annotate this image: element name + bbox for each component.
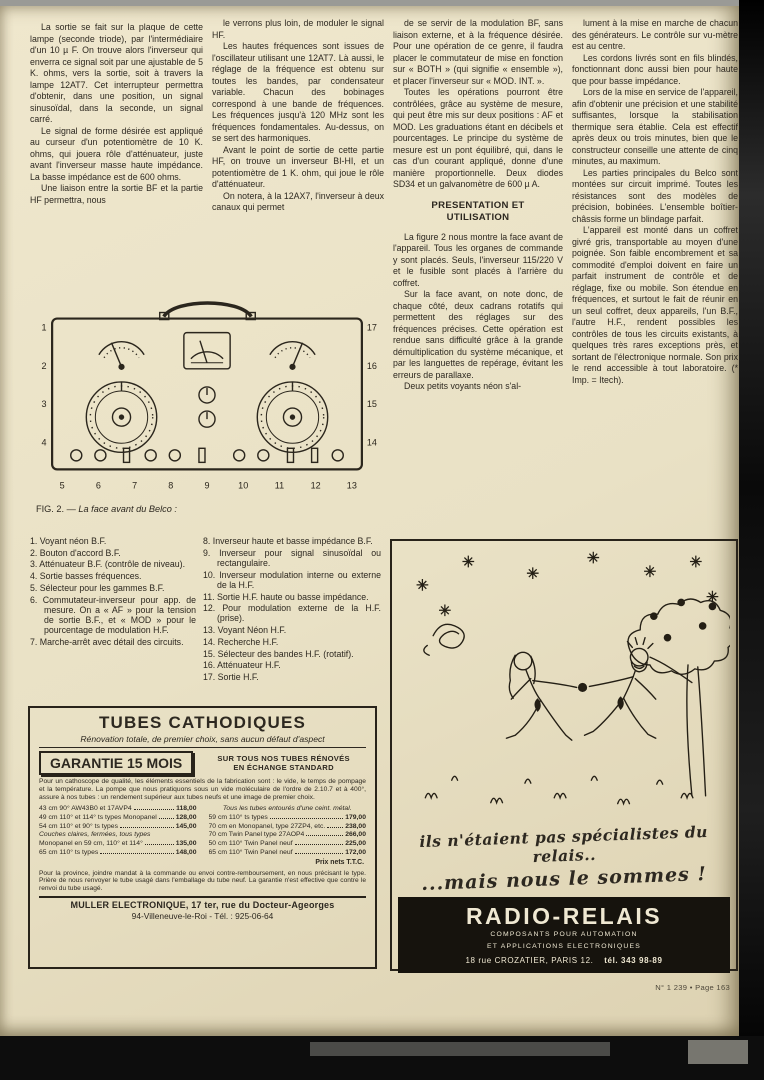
price-value: 135,00 <box>175 840 197 848</box>
price-label: 70 cm Twin Panel type 27AOP4 <box>208 831 305 839</box>
tubes-ad-body: Pour un cathoscope de qualité, les éléments essentiels de la fabrication sont : le vide, le temps de pompage et la température. La pompe que nous pratiquons sous un vide moléculaire de l'ordre de 2.10.7 et à 400°, assure à nos tubes : un rendement supérieur aux tubes neufs et une image de premier choix. <box>39 778 366 801</box>
price-row <box>39 823 197 832</box>
article-paragraph: Avant le point de sortie de cette partie HF, on trouve un inverseur BI-HI, et un potentiomètre de 1 K. ohm, qui joue le rôle d'atténuateur. <box>212 144 384 189</box>
article-column-4 <box>572 18 738 386</box>
guarantee-side-line2: EN ÉCHANGE STANDARD <box>233 763 334 772</box>
legend-item: 15. Sélecteur des bandes H.F. (rotatif). <box>203 648 354 659</box>
scan-artifact <box>310 1042 610 1056</box>
figure-legend-right <box>203 536 381 684</box>
dotted-leader <box>100 853 173 854</box>
dotted-leader <box>120 827 174 828</box>
star-icon <box>417 579 429 591</box>
article-paragraph: Les hautes fréquences sont issues de l'oscillateur utilisant une 12AT7. Là aussi, le réglage de la fréquence est obtenu sur toutes les bandes, par condensateur variable. Chacun des bobinages correspond à une bande de fréquences. Les fréquences jusqu'à 120 MHz sont les fréquences fondamentales. Au-dessus, on se sert des harmoniques. <box>212 41 384 143</box>
tubes-cathodiques-ad <box>28 706 377 969</box>
legend-item: 7. Marche-arrêt avec détail des circuits. <box>30 636 184 647</box>
grass <box>425 776 693 803</box>
price-label: 65 cm 110° Twin Panel neuf <box>208 848 293 856</box>
price-label: 59 cm 110° ts types <box>208 813 268 821</box>
callout-number: 3 <box>41 399 47 410</box>
article-paragraph: Toutes les opérations pourront être contrôlées, grâce au système de mesure, qui peut être mis sur deux positions : AF et MOD. Les graduations étant en décibels et pourcentages. Le principe du système de mesure est un pont équilibré, qui, dans le cas d'un courant appliqué, donne d'une manière proportionnelle. Deux diodes SD34 et un galvanomètre de 600 µ A. <box>393 87 563 189</box>
price-value: 238,00 <box>345 822 366 830</box>
price-column-left <box>39 805 197 868</box>
price-row <box>209 840 367 849</box>
article-paragraph: La figure 2 nous montre la face avant de l'appareil. Tous les organes de commande y sont placés. Seuls, l'inverseur 115/220 V et le fusible sont placés à l'arrière du coffret. <box>393 231 563 288</box>
figure-legend-left <box>30 536 196 649</box>
article-column-1 <box>30 22 203 206</box>
price-row <box>209 831 367 840</box>
dotted-leader <box>306 835 343 836</box>
tree-trunk <box>687 665 692 796</box>
callout-number: 11 <box>274 480 285 491</box>
price-row <box>209 823 367 832</box>
article-paragraph: Une liaison entre la sortie BF et la partie HF permettra, nous <box>30 183 203 205</box>
article-paragraph: Les cordons livrés sont en fils blindés, fonctionnant donc aussi bien pour haute que pour basse impédance. <box>572 52 738 86</box>
price-row <box>209 849 367 858</box>
figure-caption-text: La face avant du Belco : <box>78 504 177 514</box>
callout-number: 4 <box>41 437 47 448</box>
callout-number: 9 <box>204 480 210 491</box>
star-icon <box>439 604 451 616</box>
article-column-2 <box>212 18 384 214</box>
price-label: 65 cm 110° ts types <box>39 848 99 856</box>
article-paragraph: On notera, à la 12AX7, l'inverseur à deux canaux qui permet <box>212 190 384 212</box>
callout-number: 17 <box>366 322 377 333</box>
tubes-ad-address: 94-Villeneuve-le-Roi - Tél. : 925-06-64 <box>131 911 274 922</box>
tubes-ad-company: MULLER ELECTRONIQUE, 17 ter, rue du Docteur-Ageorges <box>70 900 335 911</box>
ad-script-line-1: ils n'étaient pas spécialistes du relais.. <box>419 821 709 867</box>
article-paragraph: de se servir de la modulation BF, sans liaison externe, et à la fréquence désirée. Pour une opération de ce genre, il faudra placer le commutateur de mise en fonction sur « BOTH » (qui signifie « ensemble »), et placer l'inverseur sur « MOD. INT. ». <box>393 18 563 86</box>
tubes-ad-note: Pour la province, joindre mandat à la commande ou envoi contre-remboursement, en nous précisant le type. Prière de nous renvoyer le tube usagé dans l'emballage du tube neuf. La garantie n'est effective que contre le renvoi du tube usagé. <box>39 869 366 893</box>
callout-number: 15 <box>366 399 377 410</box>
dotted-leader <box>295 853 344 854</box>
price-label: 43 cm 90° AW43B0 et 17AVP4 <box>39 805 132 812</box>
guarantee-side-line1: SUR TOUS NOS TUBES RÉNOVÉS <box>217 754 350 763</box>
price-value: 145,00 <box>175 822 197 830</box>
belco-front-panel-figure <box>32 290 382 504</box>
figure-caption-label: FIG. 2. — <box>36 504 76 514</box>
callout-number: 8 <box>168 480 174 491</box>
price-row <box>209 814 367 823</box>
adam-figure <box>585 638 656 739</box>
divider <box>39 747 366 748</box>
article-paragraph: lument à la mise en marche de chacun des générateurs. Le contrôle sur vu-mètre est au centre. <box>572 18 738 51</box>
price-table <box>39 805 366 868</box>
legend-item: 14. Recherche H.F. <box>203 636 279 647</box>
article-paragraph: le verrons plus loin, de moduler le signal HF. <box>212 18 384 40</box>
legend-item: 2. Bouton d'accord B.F. <box>30 547 121 558</box>
radio-relais-address <box>402 956 726 965</box>
article-paragraph: La sortie se fait sur la plaque de cette lampe (seconde triode), par l'intermédiaire d'un 10 µ F. On trouve alors l'inverseur qui enverra ce signal soit par une ajustable de 5 K. ohms, vers la sortie, soit à travers la lampe 12AT7. Cet interrupteur permettra d'obtenir, dans une position, un signal sinusoïdal, dans la seconde, un signal carré. <box>30 22 203 124</box>
belco-device-drawing <box>32 290 382 504</box>
legend-item: 5. Sélecteur pour les gammes B.F. <box>30 582 165 593</box>
star-icon <box>587 552 599 564</box>
article-paragraph: Le signal de forme désirée est appliqué au curseur d'un potentiomètre de 10 K. ohms, qui jouera rôle d'atténuateur, juste avant l'inverseur masse haute impédance. La basse impédance est de 600 ohms. <box>30 125 203 182</box>
article-paragraph: L'appareil est monté dans un coffret givré gris, transportable au moyen d'une poignée. Son faible encombrement et sa commodité d'emploi doivent en faire un parfait instrument de contrôle et de réglage, fixe ou mobile. Son étendue en fréquences, et surtout le fait de réunir en un seul coffret, deux appareils, l'un B.F., l'autre H.F., rendent possibles les contrôles de tous les circuits existants, à quelques très rares exceptions près, et sortant de l'électronique normale. Son prix le rend accessible à tout laboratoire. (* Imp. = Itech). <box>572 225 738 385</box>
guarantee-badge: GARANTIE 15 MOIS <box>39 751 193 775</box>
callout-number: 2 <box>41 360 47 371</box>
price-label: Monopanel en 59 cm, 110° et 114° <box>39 840 143 848</box>
radio-relais-ad <box>390 539 738 971</box>
radio-relais-phone: tél. 343 98-89 <box>604 956 663 965</box>
price-column-header: Tous les tubes entourés d'une ceint. métal. <box>222 805 352 812</box>
prices-net-note: Prix nets T.T.C. <box>315 858 364 866</box>
paper-sheet <box>0 6 739 1036</box>
handle <box>164 303 252 317</box>
tubes-ad-subtitle: Rénovation totale, de premier choix, sans aucun défaut d'aspect <box>80 734 325 744</box>
legend-item: 3. Atténuateur B.F. (contrôle de niveau). <box>30 559 186 570</box>
article-paragraph: Sur la face avant, on note donc, de chaque côté, deux cadrans rotatifs qui permettent des réglages sur des fréquences précises. Cette opération est rendue sans difficulté grâce à la grande démultiplication du système mécanique, et par les languettes de repérage, évitant les erreurs de parallaxe. <box>393 289 563 380</box>
star-icon <box>462 556 474 568</box>
guarantee-side-text <box>201 754 366 772</box>
price-row <box>39 849 197 858</box>
apple <box>579 684 587 692</box>
price-subheader: Couches claires, fermées, tous types <box>39 831 151 839</box>
dotted-leader <box>327 827 343 828</box>
eve-figure <box>506 652 576 740</box>
dotted-leader <box>159 818 174 819</box>
legend-item: 10. Inverseur modulation interne ou externe de la H.F. <box>203 569 381 590</box>
callout-number: 1 <box>41 322 47 333</box>
legend-item: 12. Pour modulation externe de la H.F. (prise). <box>203 603 381 624</box>
price-label: 54 cm 110° et 90° ts types <box>39 822 118 830</box>
legend-item: 13. Voyant Néon H.F. <box>203 625 287 636</box>
callout-number: 16 <box>366 360 377 371</box>
dotted-leader <box>270 818 343 819</box>
price-row <box>39 840 197 849</box>
dotted-leader <box>295 844 344 845</box>
radio-relais-brand-box <box>398 897 730 973</box>
radio-relais-tagline-1: COMPOSANTS POUR AUTOMATION <box>490 931 638 938</box>
star-icon <box>644 565 656 577</box>
price-label: 50 cm 110° Twin Panel neuf <box>208 840 293 848</box>
legend-item: 6. Commutateur-inverseur pour app. de mesure. On a « AF » pour la tension de sortie B.F., et « MOD » pour le pourcentage de modulation H.F. <box>30 594 196 636</box>
legend-item: 17. Sortie H.F. <box>203 671 259 682</box>
legend-item: 1. Voyant néon B.F. <box>30 536 107 546</box>
callout-number: 14 <box>366 437 377 448</box>
price-label: 70 cm en Monopanel, type 27ZP4, etc. <box>208 822 326 830</box>
divider <box>39 896 366 898</box>
tree-foliage <box>628 599 730 674</box>
price-row <box>39 814 197 823</box>
price-value: 266,00 <box>345 831 366 839</box>
article-paragraph: Les parties principales du Belco sont montées sur circuit imprimé. Toutes les résistances sont des modèles de précision, bobinées. L'ensemble boîtier-châssis forme un blindage parfait. <box>572 167 738 224</box>
callout-number: 13 <box>346 480 357 491</box>
callout-number: 5 <box>59 480 65 491</box>
article-paragraph: Deux petits voyants néon s'al- <box>404 381 522 391</box>
price-value: 179,00 <box>345 813 366 821</box>
star-icon <box>527 567 539 579</box>
radio-relais-street: 18 rue CROZATIER, PARIS 12. <box>465 956 594 965</box>
scan-edge-right <box>739 0 764 1080</box>
scan-edge-bottom <box>0 1036 764 1080</box>
price-value: 172,00 <box>345 848 366 856</box>
price-value: 128,00 <box>175 813 197 821</box>
adam-eve-cartoon <box>398 545 730 825</box>
price-column-right <box>209 805 367 868</box>
scribble-cloud <box>433 624 464 648</box>
radio-relais-brand: RADIO-RELAIS <box>465 903 663 929</box>
legend-item: 4. Sortie basses fréquences. <box>30 571 142 582</box>
article-paragraph: Lors de la mise en service de l'appareil, afin d'obtenir une précision et une stabilité suffisantes, lorsque la stabilisation thermique sera établie. Cela est effectif après deux ou trois minutes, bien que le constructeur conseille une attente de cinq minutes, au maximum. <box>572 87 738 166</box>
legend-item: 8. Inverseur haute et basse impédance B.F. <box>203 536 373 546</box>
guarantee-row <box>39 751 366 775</box>
page-number: N° 1 239 • Page 163 <box>655 983 730 992</box>
scan-artifact <box>688 1040 748 1064</box>
star-icon <box>690 556 702 568</box>
article-column-3 <box>393 18 563 393</box>
ad-script-line-2: ...mais nous le sommes ! <box>420 863 708 895</box>
price-value: 148,00 <box>175 848 197 856</box>
section-heading-presentation: PRESENTATION ET UTILISATION <box>431 199 525 223</box>
dotted-leader <box>145 844 174 845</box>
callout-number: 6 <box>95 480 101 491</box>
vu-meter <box>184 333 230 369</box>
radio-relais-tagline-2: ET APPLICATIONS ELECTRONIQUES <box>487 942 641 950</box>
figure-caption <box>36 504 244 516</box>
callout-number: 7 <box>132 480 138 491</box>
price-label: 49 cm 110° et 114° ts types Monopanel <box>39 813 157 821</box>
price-value: 225,00 <box>345 840 366 848</box>
legend-item: 11. Sortie H.F. haute ou basse impédance. <box>203 591 369 602</box>
price-value: 118,00 <box>176 805 197 812</box>
legend-item: 9. Inverseur pour signal sinusoïdal ou rectangulaire. <box>203 547 381 568</box>
legend-item: 16. Atténuateur H.F. <box>203 660 281 671</box>
callout-number: 10 <box>238 480 249 491</box>
tubes-ad-title: TUBES CATHODIQUES <box>98 713 307 732</box>
price-row <box>39 805 197 814</box>
callout-number: 12 <box>310 480 321 491</box>
dotted-leader <box>134 809 174 810</box>
